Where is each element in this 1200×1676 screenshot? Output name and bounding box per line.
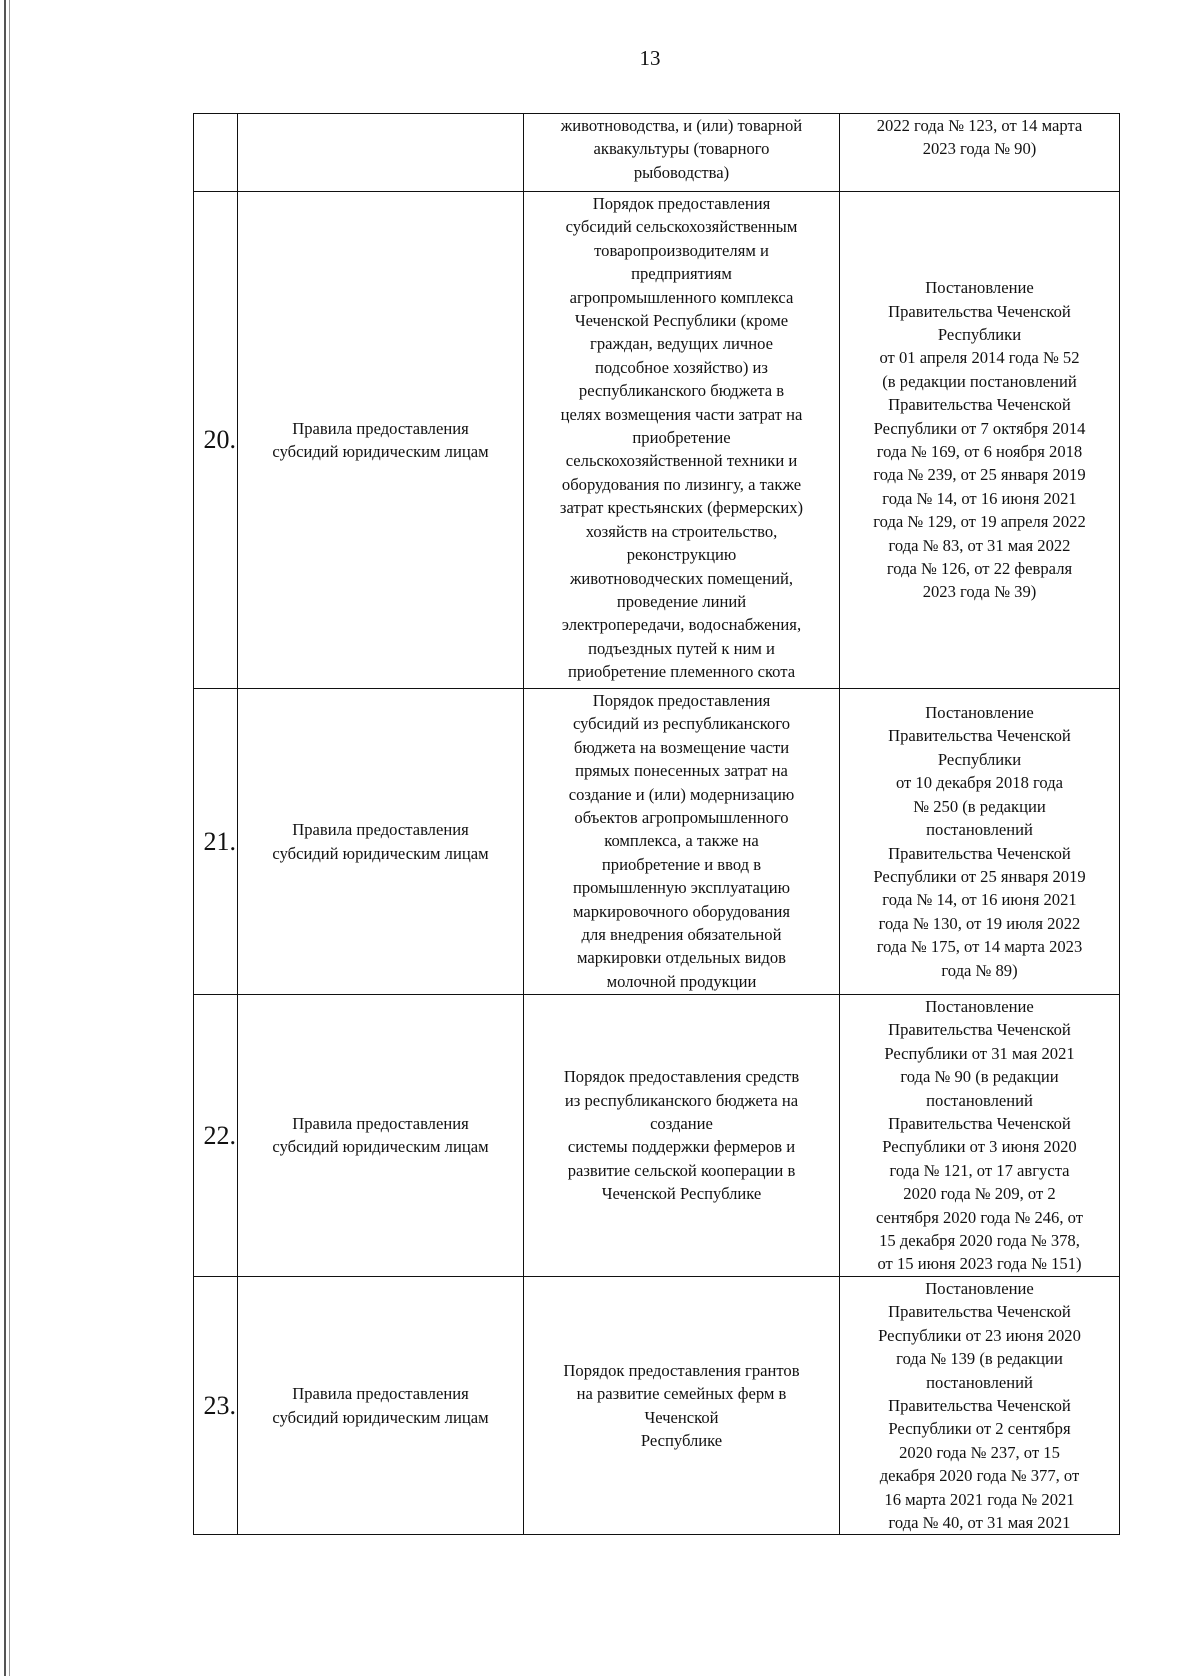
row-number: 23. (194, 1276, 238, 1534)
row-number (194, 114, 238, 192)
document-description: Порядок предоставления грантов на развитие семейных ферм в Чеченской Республике (524, 1276, 840, 1534)
document-description: Порядок предоставления средств из республиканского бюджета на создание системы поддержки фермеров и развитие сельской кооперации в Чеченской Республике (524, 995, 840, 1277)
document-type: Правила предоставления субсидий юридическим лицам (238, 192, 524, 689)
scan-border-line (4, 0, 6, 1676)
scan-border-line-inner (9, 0, 10, 1676)
table-row (194, 689, 1120, 995)
page-number: 13 (639, 46, 661, 70)
legal-basis: Постановление Правительства Чеченской Республики от 23 июня 2020 года № 139 (в редакции постановлений Правительства Чеченской Республики от 2 сентября 2020 года № 237, от 15 декабря 2020 года № 377, от 16 марта 2021 года № 2021 года № 40, от 31 мая 2021 (840, 1276, 1120, 1534)
document-description: Порядок предоставления субсидий сельскохозяйственным товаропроизводителям и предприятиям агропромышленного комплекса Чеченской Республики (кроме граждан, ведущих личное подсобное хозяйство) из республиканского бюджета в целях возмещения части затрат на приобретение сельскохозяйственной техники и оборудования по лизингу, а также затрат крестьянских (фермерских) хозяйств на строительство, реконструкцию животноводческих помещений, проведение линий электропередачи, водоснабжения, подъездных путей к ним и приобретение племенного скота (524, 192, 840, 689)
legal-basis: Постановление Правительства Чеченской Республики от 31 мая 2021 года № 90 (в редакции постановлений Правительства Чеченской Республики от 3 июня 2020 года № 121, от 17 августа 2020 года № 209, от 2 сентября 2020 года № 246, от 15 декабря 2020 года № 378, от 15 июня 2023 года № 151) (840, 995, 1120, 1277)
document-type: Правила предоставления субсидий юридическим лицам (238, 995, 524, 1277)
row-number: 20. (194, 192, 238, 689)
document-description: Порядок предоставления субсидий из республиканского бюджета на возмещение части прямых понесенных затрат на создание и (или) модернизацию объектов агропромышленного комплекса, а также на приобретение и ввод в промышленную эксплуатацию маркировочного оборудования для внедрения обязательной маркировки отдельных видов молочной продукции (524, 689, 840, 995)
document-description: животноводства, и (или) товарной аквакультуры (товарного рыбоводства) (524, 114, 840, 192)
row-number: 21. (194, 689, 238, 995)
document-type: Правила предоставления субсидий юридическим лицам (238, 1276, 524, 1534)
legal-basis: 2022 года № 123, от 14 марта 2023 года № 90) (840, 114, 1120, 192)
legal-basis: Постановление Правительства Чеченской Республики от 01 апреля 2014 года № 52 (в редакции постановлений Правительства Чеченской Республики от 7 октября 2014 года № 169, от 6 ноября 2018 года № 239, от 25 января 2019 года № 14, от 16 июня 2021 года № 129, от 19 апреля 2022 года № 83, от 31 мая 2022 года № 126, от 22 февраля 2023 года № 39) (840, 192, 1120, 689)
legal-basis: Постановление Правительства Чеченской Республики от 10 декабря 2018 года № 250 (в редакции постановлений Правительства Чеченской Республики от 25 января 2019 года № 14, от 16 июня 2021 года № 130, от 19 июля 2022 года № 175, от 14 марта 2023 года № 89) (840, 689, 1120, 995)
regulations-table (193, 113, 1120, 1535)
row-number: 22. (194, 995, 238, 1277)
document-type: Правила предоставления субсидий юридическим лицам (238, 689, 524, 995)
table-row (194, 192, 1120, 689)
table-row (194, 114, 1120, 192)
table-row (194, 1276, 1120, 1534)
table-row (194, 995, 1120, 1277)
document-type (238, 114, 524, 192)
